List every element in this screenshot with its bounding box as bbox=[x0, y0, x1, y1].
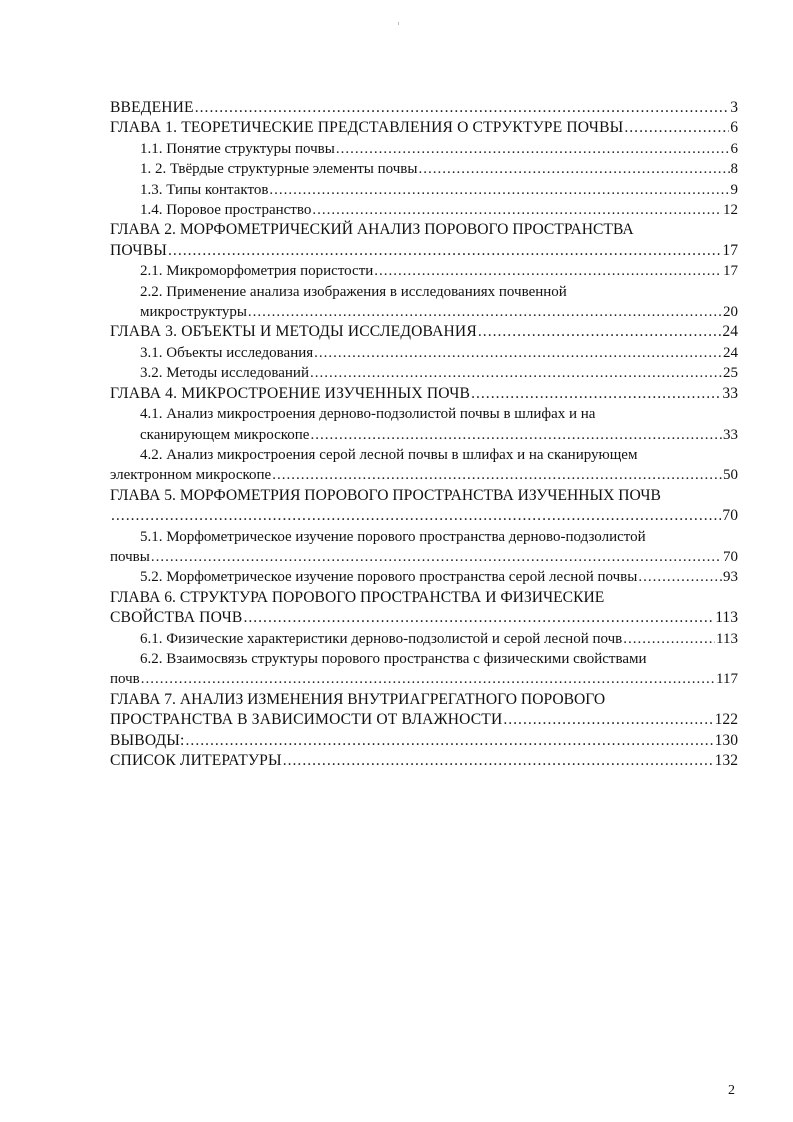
toc-page: 132 bbox=[714, 752, 738, 769]
toc-entry-section-3-1[interactable] bbox=[110, 343, 738, 363]
toc-entry-chapter-4[interactable] bbox=[110, 384, 738, 404]
toc-page: 113 bbox=[716, 630, 738, 647]
toc-entry-section-4-2[interactable] bbox=[110, 445, 738, 486]
toc-title-line-2: ПОЧВЫ bbox=[110, 241, 168, 259]
leader-dots bbox=[111, 506, 721, 526]
toc-title-line-1: 4.2. Анализ микростроения серой лесной почвы в шлифах и на сканирующем bbox=[140, 446, 638, 463]
toc-title: 2.1. Микроморфометрия пористости bbox=[140, 263, 374, 280]
toc-entry-chapter-7[interactable] bbox=[110, 690, 738, 731]
toc-entry-section-2-2[interactable] bbox=[110, 282, 738, 323]
toc-entry-section-3-2[interactable] bbox=[110, 363, 738, 383]
leader-dots bbox=[418, 159, 729, 179]
toc-page: 122 bbox=[714, 711, 738, 729]
leader-dots bbox=[638, 567, 722, 587]
toc-page: 130 bbox=[714, 731, 738, 749]
toc-title: 1. 2. Твёрдые структурные элементы почвы bbox=[140, 161, 418, 178]
toc-title-line-1: ГЛАВА 2. МОРФОМЕТРИЧЕСКИЙ АНАЛИЗ ПОРОВОГО ПРОСТРАНСТВА bbox=[110, 221, 634, 239]
toc-entry-references[interactable] bbox=[110, 751, 738, 771]
toc-title: ГЛАВА 3. ОБЪЕКТЫ И МЕТОДЫ ИССЛЕДОВАНИЯ bbox=[110, 323, 477, 341]
toc-title-line-1: ГЛАВА 6. СТРУКТУРА ПОРОВОГО ПРОСТРАНСТВА И ФИЗИЧЕСКИЕ bbox=[110, 588, 605, 606]
toc-page: 113 bbox=[715, 609, 738, 627]
toc-page: 33 bbox=[723, 426, 738, 443]
toc-page: 24 bbox=[723, 344, 738, 361]
toc-title-line-1: 4.1. Анализ микростроения дерново-подзолистой почвы в шлифах и на bbox=[140, 406, 596, 423]
leader-dots bbox=[478, 322, 722, 342]
toc-title: 1.3. Типы контактов bbox=[140, 181, 269, 198]
leader-dots bbox=[624, 118, 729, 138]
toc-title: 3.1. Объекты исследования bbox=[140, 344, 314, 361]
toc-entry-chapter-1[interactable] bbox=[110, 118, 738, 138]
toc-title: 5.2. Морфометрическое изучение порового пространства серой лесной почвы bbox=[140, 569, 638, 586]
toc-title-line-2: сканирующем микроскопе bbox=[140, 426, 310, 443]
toc-title-line-1: 6.2. Взаимосвязь структуры порового пространства с физическими свойствами bbox=[140, 650, 647, 667]
toc-page: 70 bbox=[723, 548, 738, 565]
toc-title-line-1: ГЛАВА 5. МОРФОМЕТРИЯ ПОРОВОГО ПРОСТРАНСТВА ИЗУЧЕННЫХ ПОЧВ bbox=[110, 486, 661, 504]
toc-title: ВЫВОДЫ: bbox=[110, 731, 185, 749]
toc-title: ГЛАВА 4. МИКРОСТРОЕНИЕ ИЗУЧЕННЫХ ПОЧВ bbox=[110, 384, 471, 402]
toc-entry-section-2-1[interactable] bbox=[110, 261, 738, 281]
leader-dots bbox=[336, 139, 730, 159]
toc-title-line-2: ПРОСТРАНСТВА В ЗАВИСИМОСТИ ОТ ВЛАЖНОСТИ bbox=[110, 711, 503, 729]
toc-title: 1.1. Понятие структуры почвы bbox=[140, 140, 335, 157]
toc-page: 9 bbox=[730, 181, 738, 198]
toc-title-line-2: электронном микроскопе bbox=[110, 467, 272, 484]
toc-title-line-2: почв bbox=[110, 671, 140, 688]
toc-entry-chapter-2[interactable] bbox=[110, 220, 738, 261]
leader-dots bbox=[471, 384, 721, 404]
toc-title-line-1: 5.1. Морфометрическое изучение порового пространства дерново-подзолистой bbox=[140, 528, 646, 545]
toc-page: 8 bbox=[730, 161, 738, 178]
toc-page: 6 bbox=[730, 119, 738, 137]
toc-title: 6.1. Физические характеристики дерново-подзолистой и серой лесной почв bbox=[140, 630, 623, 647]
leader-dots bbox=[248, 302, 722, 322]
toc-entry-section-6-2[interactable] bbox=[110, 649, 738, 690]
toc-title: ВВЕДЕНИЕ bbox=[110, 99, 194, 116]
scan-mark bbox=[398, 22, 399, 25]
leader-dots bbox=[283, 751, 714, 771]
leader-dots bbox=[243, 608, 714, 628]
toc-entry-section-1-3[interactable] bbox=[110, 180, 738, 200]
toc-page: 33 bbox=[722, 384, 738, 402]
page-number: 2 bbox=[728, 1083, 735, 1098]
leader-dots bbox=[269, 180, 729, 200]
toc-page: 12 bbox=[723, 202, 738, 219]
toc-title-line-2: СВОЙСТВА ПОЧВ bbox=[110, 609, 243, 627]
toc-page: 17 bbox=[723, 263, 738, 280]
toc-page: 17 bbox=[722, 241, 738, 259]
toc-entry-conclusions[interactable] bbox=[110, 731, 738, 751]
toc-page: 117 bbox=[716, 671, 738, 688]
toc-page: 70 bbox=[722, 507, 738, 525]
leader-dots bbox=[310, 425, 722, 445]
toc-page: 20 bbox=[723, 304, 738, 321]
toc-page: 93 bbox=[723, 569, 738, 586]
toc-title-line-1: ГЛАВА 7. АНАЛИЗ ИЗМЕНЕНИЯ ВНУТРИАГРЕГАТНОГО ПОРОВОГО bbox=[110, 690, 606, 708]
toc-title-line-1: 2.2. Применение анализа изображения в исследованиях почвенной bbox=[140, 283, 567, 300]
toc-page: 25 bbox=[723, 365, 738, 382]
toc-page: 24 bbox=[722, 323, 738, 341]
toc-entry-chapter-5[interactable] bbox=[110, 486, 738, 527]
leader-dots bbox=[186, 731, 714, 751]
leader-dots bbox=[374, 261, 722, 281]
toc-entry-section-1-2[interactable] bbox=[110, 159, 738, 179]
toc-page: 50 bbox=[723, 467, 738, 484]
toc-title: СПИСОК ЛИТЕРАТУРЫ bbox=[110, 752, 282, 769]
toc-entry-chapter-3[interactable] bbox=[110, 322, 738, 342]
leader-dots bbox=[503, 710, 713, 730]
leader-dots bbox=[168, 241, 721, 261]
toc-entry-section-6-1[interactable] bbox=[110, 629, 738, 649]
leader-dots bbox=[623, 629, 715, 649]
leader-dots bbox=[312, 200, 722, 220]
toc-title-line-2: почвы bbox=[110, 548, 150, 565]
leader-dots bbox=[310, 363, 722, 383]
toc-title-line-2: микроструктуры bbox=[140, 304, 247, 321]
toc-entry-section-5-2[interactable] bbox=[110, 567, 738, 587]
toc-title: 1.4. Поровое пространство bbox=[140, 202, 312, 219]
toc-entry-chapter-6[interactable] bbox=[110, 588, 738, 629]
leader-dots bbox=[314, 343, 722, 363]
toc-entry-section-4-1[interactable] bbox=[110, 404, 738, 445]
toc-page: 6 bbox=[730, 140, 738, 157]
leader-dots bbox=[151, 547, 722, 567]
toc-title: ГЛАВА 1. ТЕОРЕТИЧЕСКИЕ ПРЕДСТАВЛЕНИЯ О СТРУКТУРЕ ПОЧВЫ bbox=[110, 119, 624, 137]
table-of-contents bbox=[110, 98, 738, 771]
toc-title: 3.2. Методы исследований bbox=[140, 365, 309, 382]
leader-dots bbox=[141, 669, 715, 689]
toc-entry-section-1-4[interactable] bbox=[110, 200, 738, 220]
toc-entry-introduction[interactable] bbox=[110, 98, 738, 118]
leader-dots bbox=[195, 98, 729, 118]
leader-dots bbox=[272, 465, 722, 485]
toc-entry-section-5-1[interactable] bbox=[110, 527, 738, 568]
toc-entry-section-1-1[interactable] bbox=[110, 139, 738, 159]
toc-page: 3 bbox=[730, 99, 738, 116]
